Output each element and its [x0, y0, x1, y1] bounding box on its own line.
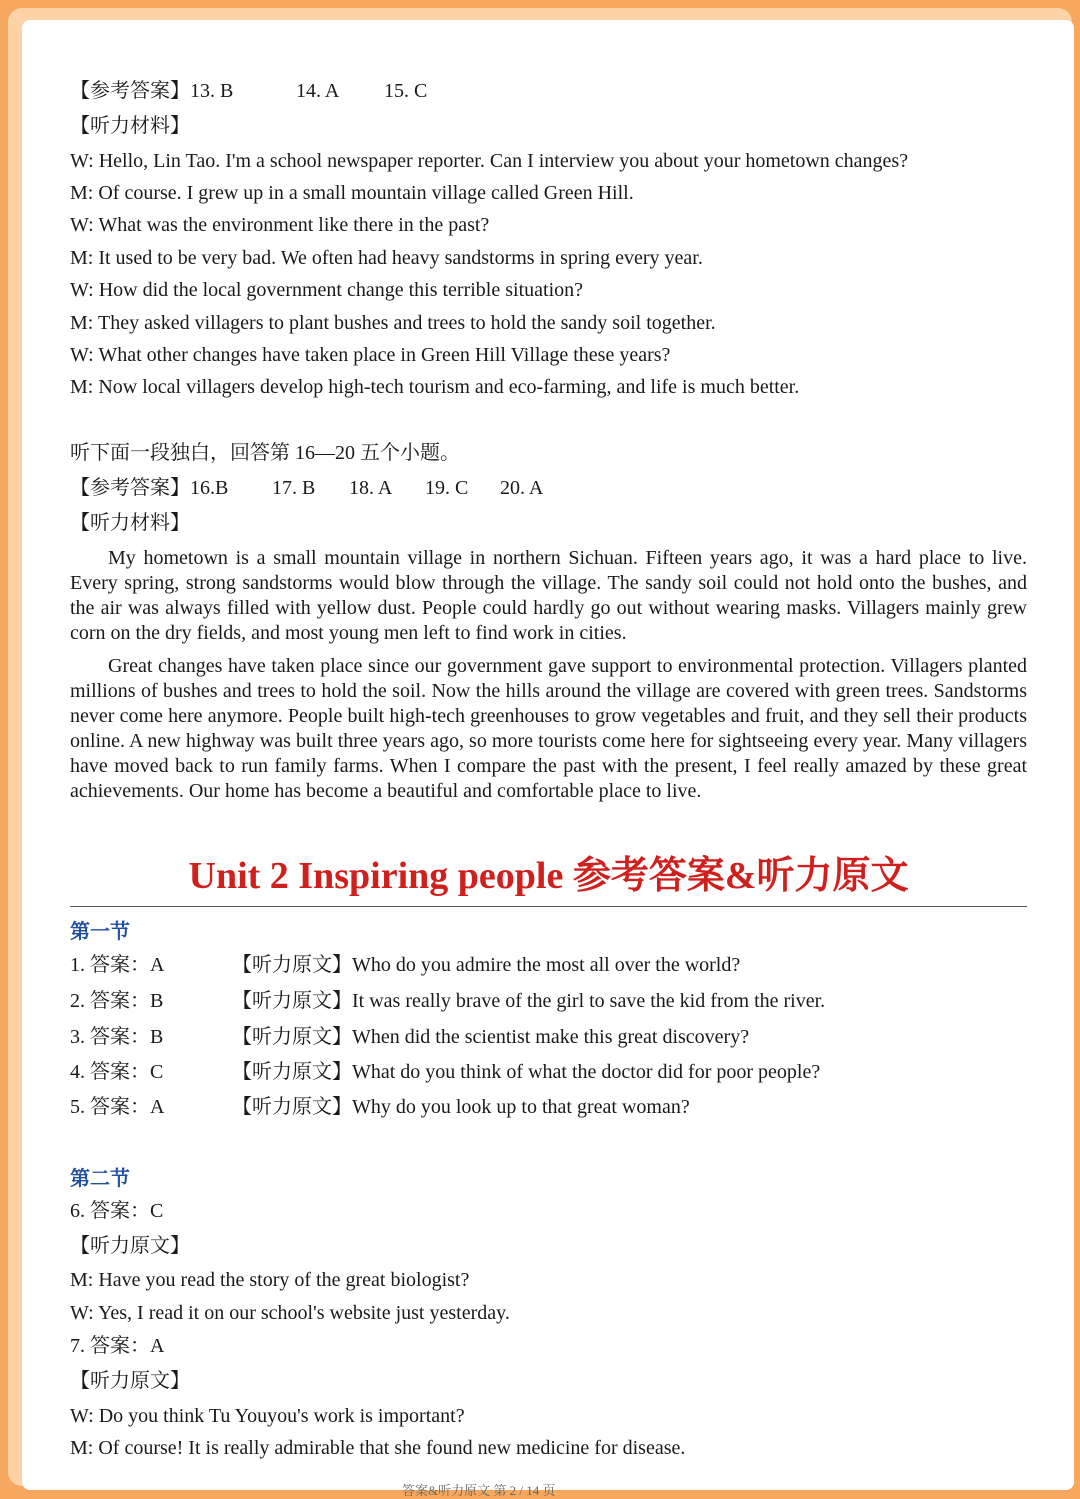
listening-script: 【听力原文】It was really brave of the girl to save the kid from the river. — [232, 990, 826, 1012]
passage-paragraph: My hometown is a small mountain village in northern Sichuan. Fifteen years ago, it was a hard place to live. Every spring, strong sandstorms would blow through the village. The sandy soil could not hold onto the bushes, and the air was always filled with yellow dust. People could hardly go out without wearing masks. Villagers mainly grew corn on the dry fields, and most young men left to find work in cities. — [70, 547, 1027, 644]
page-frame — [8, 8, 1072, 1498]
dialogue-line: M: Now local villagers develop high-tech tourism and eco-farming, and life is much better. — [70, 376, 800, 398]
material-label: 【听力材料】 — [70, 115, 190, 137]
answer-20: 20. A — [500, 477, 544, 499]
dialogue-line: W: What was the environment like there in the past? — [70, 214, 490, 236]
script-label: 【听力原文】 — [70, 1370, 190, 1392]
listening-script: 【听力原文】Why do you look up to that great woman? — [232, 1096, 690, 1118]
answer-row-13-15 — [70, 78, 427, 104]
dialogue-line: M: Of course. I grew up in a small mountain village called Green Hill. — [70, 182, 634, 204]
title-divider — [70, 906, 1027, 907]
section-heading: 第二节 — [70, 1168, 130, 1190]
page-footer: 答案&听力原文 第 2 / 14 页 — [402, 1483, 556, 1498]
answer-key: 2. 答案：B — [70, 990, 164, 1012]
dialogue-line: W: What other changes have taken place in Green Hill Village these years? — [70, 344, 671, 366]
instruction-text: 听下面一段独白，回答第 16—20 五个小题。 — [70, 442, 460, 464]
script-label: 【听力原文】 — [70, 1235, 190, 1257]
passage-paragraph: Great changes have taken place since our government gave support to environmental protection. Villagers planted millions of bushes and trees to hold the soil. Now the hills around the village are covered with green trees. Sandstorms never come here anymore. People built high-tech greenhouses to grow vegetables and fruit, and they sell their products online. A new highway was built three years ago, so more tourists come here for sightseeing every year. Many villagers have moved back to run family farms. When I compare the past with the present, I feel really amazed by these great achievements. Our home has become a beautiful and comfortable place to live. — [70, 655, 1027, 802]
section-heading: 第一节 — [70, 921, 130, 943]
answer-key: 4. 答案：C — [70, 1061, 164, 1083]
listening-script: 【听力原文】Who do you admire the most all over the world? — [232, 954, 741, 976]
answer-key: 5. 答案：A — [70, 1096, 165, 1118]
dialogue-line: M: Have you read the story of the great biologist? — [70, 1269, 470, 1291]
dialogue-line: M: It used to be very bad. We often had heavy sandstorms in spring every year. — [70, 247, 703, 269]
answer-18: 18. A — [349, 477, 393, 499]
document-page — [22, 20, 1074, 1498]
answer-19: 19. C — [425, 477, 469, 499]
material-label: 【听力材料】 — [70, 512, 190, 534]
answer-key: 6. 答案：C — [70, 1200, 164, 1222]
answer-17: 17. B — [272, 477, 316, 499]
answer-16: 【参考答案】16.B — [70, 477, 229, 499]
dialogue-line: W: Do you think Tu Youyou's work is important? — [70, 1405, 465, 1427]
answer-13: 【参考答案】13. B — [70, 80, 234, 102]
answer-14: 14. A — [296, 80, 340, 102]
dialogue-line: W: How did the local government change this terrible situation? — [70, 279, 583, 301]
answer-row-16-20 — [70, 475, 543, 501]
listening-script: 【听力原文】What do you think of what the doctor did for poor people? — [232, 1061, 821, 1083]
answer-key: 3. 答案：B — [70, 1026, 164, 1048]
answer-key: 7. 答案：A — [70, 1335, 165, 1357]
dialogue-line: W: Hello, Lin Tao. I'm a school newspaper reporter. Can I interview you about your hometown changes? — [70, 150, 909, 172]
dialogue-line: M: Of course! It is really admirable that she found new medicine for disease. — [70, 1437, 686, 1459]
listening-script: 【听力原文】When did the scientist make this great discovery? — [232, 1026, 750, 1048]
answer-key: 1. 答案：A — [70, 954, 165, 976]
dialogue-line: M: They asked villagers to plant bushes and trees to hold the sandy soil together. — [70, 312, 716, 334]
unit-title: Unit 2 Inspiring people 参考答案&听力原文 — [188, 855, 909, 897]
dialogue-line: W: Yes, I read it on our school's website just yesterday. — [70, 1302, 510, 1324]
answer-15: 15. C — [384, 80, 428, 102]
